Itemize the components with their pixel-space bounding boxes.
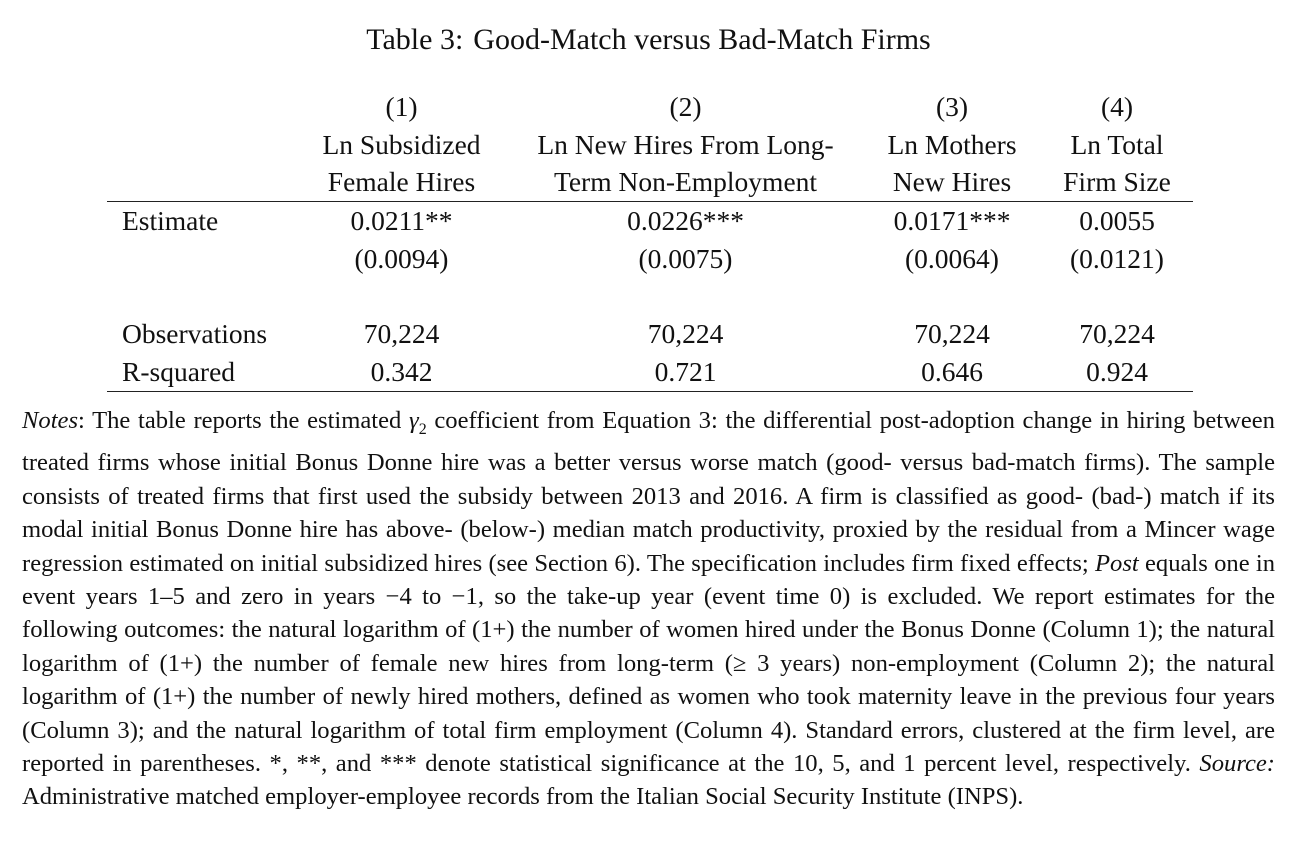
table-cell: 0.0055 — [1079, 205, 1155, 237]
table-cell: 0.0211** — [350, 205, 453, 237]
table-row-std-errors — [107, 240, 1193, 278]
notes-text: coefficient from Equation 3: the differential post-adoption change in hiring between treated firms whose initial Bonus Donne hire was a better versus worse match (good- versus bad-match firms). The sample consists of treated firms that first used the subsidy between 2013 and 2016. A firm is classified as good- (bad-) match if its modal initial Bonus Donne hire has above- (below-) median match productivity, proxied by the residual from a Mincer wage regression estimated on initial subsidized hires (see Section 6). The specification includes firm fixed effects; — [22, 407, 1275, 577]
table-cell: 70,224 — [914, 318, 990, 350]
table-cell: 0.0171*** — [893, 205, 1011, 237]
table-cell: (0.0121) — [1070, 242, 1164, 274]
column-header: Ln Mothers — [887, 128, 1017, 160]
table-cell: 0.646 — [863, 353, 1041, 391]
table-cell: (0.0094) — [354, 242, 449, 274]
notes-text: : The table reports the estimated — [78, 407, 410, 434]
table-cell: 70,224 — [363, 318, 440, 350]
table-spacer-row — [107, 278, 1193, 316]
table-cell: (0.0075) — [638, 242, 733, 274]
table-cell: 0.342 — [295, 353, 508, 391]
post-variable: Post — [1095, 549, 1139, 577]
header-row-line1 — [107, 126, 1193, 164]
gamma-symbol: $\gamma_2$ — [409, 407, 427, 438]
table-number: Table 3: — [366, 23, 464, 56]
notes-label: Notes — [22, 407, 79, 434]
table-cell: 0.924 — [1041, 353, 1193, 391]
table-title: Good-Match versus Bad-Match Firms — [473, 23, 931, 56]
header-stub — [107, 126, 295, 164]
column-number: (1) — [385, 91, 418, 122]
table-cell: 70,224 — [1079, 318, 1155, 350]
results-table — [107, 88, 1193, 392]
table-row-r-squared — [107, 353, 1193, 391]
table-cell: 70,224 — [647, 318, 724, 350]
source-label: Source: — [1199, 749, 1275, 777]
notes-text: Administrative matched employer-employee records from the Italian Social Security Institute (INPS). — [22, 783, 1024, 811]
column-number: (2) — [669, 91, 702, 122]
header-stub — [107, 88, 295, 126]
column-header: Ln Total — [1070, 128, 1164, 160]
column-header: Firm Size — [1041, 163, 1193, 201]
column-header: Ln New Hires From Long- — [537, 128, 834, 160]
row-label: Estimate — [122, 205, 219, 237]
column-header: Term Non-Employment — [508, 163, 863, 201]
table-cell: 0.0226*** — [627, 205, 744, 237]
table-notes — [22, 404, 1275, 814]
table-row-observations — [107, 315, 1193, 353]
header-row-column-numbers — [107, 88, 1193, 126]
table-row-estimate — [107, 202, 1193, 240]
header-stub — [107, 163, 295, 201]
column-number: (4) — [1100, 91, 1134, 122]
table-caption — [0, 20, 1297, 60]
column-header: Female Hires — [295, 163, 508, 201]
row-label: R-squared — [107, 353, 295, 391]
column-header: New Hires — [863, 163, 1041, 201]
row-label — [107, 240, 295, 278]
column-number: (3) — [935, 91, 969, 122]
column-header: Ln Subsidized — [322, 128, 481, 160]
table-cell: (0.0064) — [905, 242, 999, 274]
notes-text: equals one in event years 1–5 and zero in years −4 to −1, so the take-up year (event time 0) is excluded. We report estimates for the following outcomes: the natural logarithm of (1+) the number of women hired under the Bonus Donne (Column 1); the natural logarithm of (1+) the number of female new hires from long-term (≥ 3 years) non-employment (Column 2); the natural logarithm of (1+) the number of newly hired mothers, defined as women who took maternity leave in the previous four years (Column 3); and the natural logarithm of total firm employment (Column 4). Standard errors, clustered at the firm level, are reported in parentheses. *, **, and *** denote statistical significance at the 10, 5, and 1 percent level, respectively. — [22, 549, 1275, 777]
table-cell: 0.721 — [508, 353, 863, 391]
row-label: Observations — [122, 318, 268, 350]
header-row-line2 — [107, 163, 1193, 201]
